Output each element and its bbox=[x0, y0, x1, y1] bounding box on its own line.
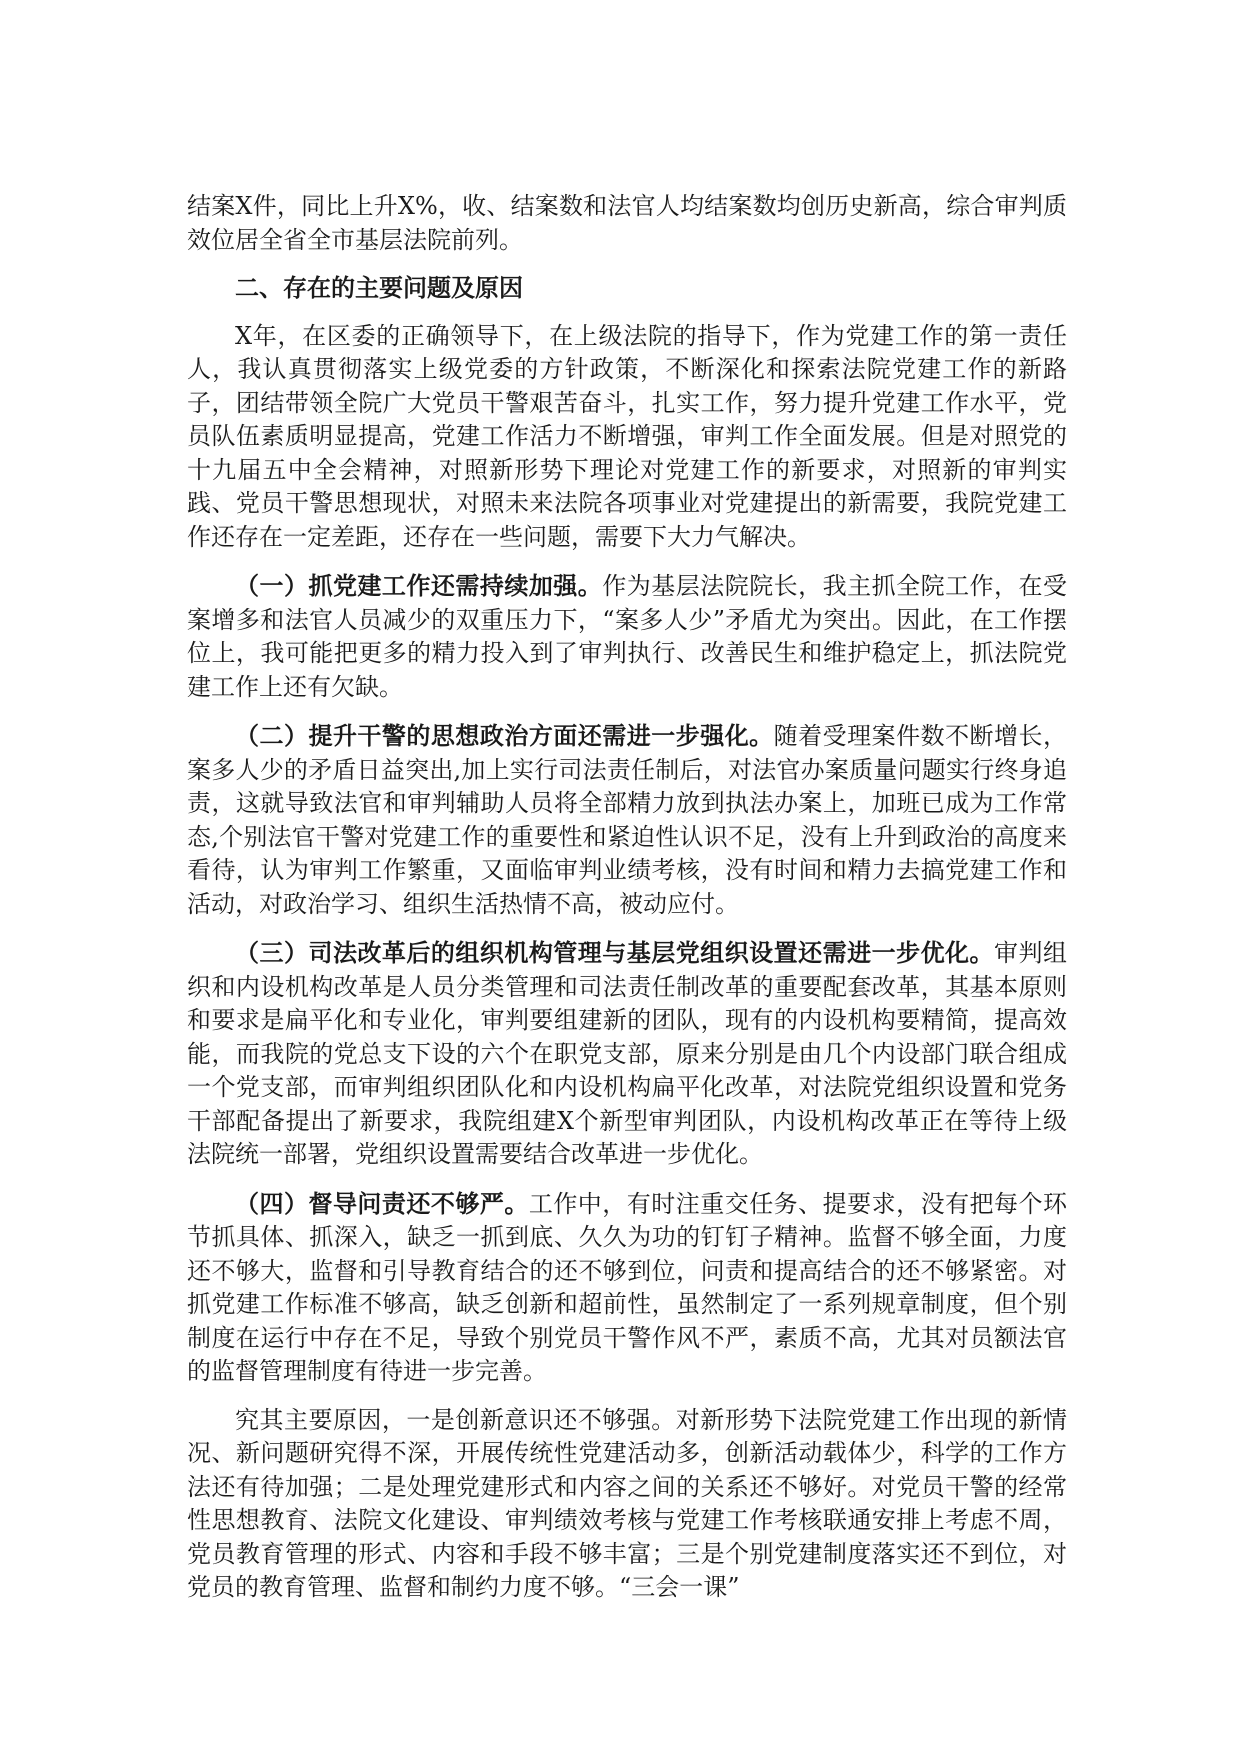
intro-paragraph: X年，在区委的正确领导下，在上级法院的指导下，作为党建工作的第一责任人，我认真贯彻落实上级党委的方针政策，不断深化和探索法院党建工作的新路子，团结带领全院广大党员干警艰苦奋斗，扎实工作，努力提升党建工作水平，党员队伍素质明显提高，党建工作活力不断增强，审判工作全面发展。但是对照党的十九届五中全会精神，对照新形势下理论对党建工作的新要求，对照新的审判实践、党员干警思想现状，对照未来法院各项事业对党建提出的新需要，我院党建工作还存在一定差距，还存在一些问题，需要下大力气解决。 bbox=[187, 321, 1067, 551]
document-page bbox=[187, 190, 1067, 1605]
problem-body-2: 随着受理案件数不断增长，案多人少的矛盾日益突出,加上实行司法责任制后，对法官办案质量问题实行终身追责，这就导致法官和审判辅助人员将全部精力放到执法办案上，加班已成为工作常态,个别法官干警对党建工作的重要性和紧迫性认识不足，没有上升到政治的高度来看待，认为审判工作繁重，又面临审判业绩考核，没有时间和精力去搞党建工作和活动，对政治学习、组织生活热情不高，被动应付。 bbox=[187, 722, 1068, 918]
problem-heading-3: （三）司法改革后的组织机构管理与基层党组织设置还需进一步优化。 bbox=[235, 938, 995, 967]
problem-heading-4: （四）督导问责还不够严。 bbox=[235, 1188, 529, 1218]
opening-paragraph: 结案X件，同比上升X%，收、结案数和法官人均结案数均创历史新高，综合审判质效位居全省全市基层法院前列。 bbox=[187, 192, 1067, 254]
section-heading: 二、存在的主要问题及原因 bbox=[235, 273, 523, 302]
problem-paragraph-1 bbox=[187, 569, 1067, 704]
causes-paragraph: 究其主要原因，一是创新意识还不够强。对新形势下法院党建工作出现的新情况、新问题研究得不深，开展传统性党建活动多，创新活动载体少，科学的工作方法还有待加强；二是处理党建形式和内容之间的关系还不够好。对党员干警的经常性思想教育、法院文化建设、审判绩效考核与党建工作考核联通安排上考虑不周，党员教育管理的形式、内容和手段不够丰富；三是个别党建制度落实还不到位，对党员的教育管理、监督和制约力度不够。“三会一课” bbox=[187, 1405, 1067, 1601]
problem-paragraph-2 bbox=[187, 719, 1067, 921]
problem-heading-2: （二）提升干警的思想政治方面还需进一步强化。 bbox=[235, 721, 774, 750]
problem-body-3: 审判组织和内设机构改革是人员分类管理和司法责任制改革的重要配套改革，其基本原则和要求是扁平化和专业化，审判要组建新的团队，现有的内设机构要精简，提高效能，而我院的党总支下设的六个在职党支部，原来分别是由几个内设部门联合组成一个党支部，而审判组织团队化和内设机构扁平化改革，对法院党组织设置和党务干部配备提出了新要求，我院组建X个新型审判团队，内设机构改革正在等待上级法院统一部署，党组织设置需要结合改革进一步优化。 bbox=[187, 939, 1068, 1168]
problem-heading-1: （一）抓党建工作还需持续加强。 bbox=[235, 571, 603, 600]
problem-body-4: 工作中，有时注重交任务、提要求，没有把每个环节抓具体、抓深入，缺乏一抓到底、久久为功的钉钉子精神。监督不够全面，力度还不够大，监督和引导教育结合的还不够到位，问责和提高结合的还不够紧密。对抓党建工作标准不够高，缺乏创新和超前性，虽然制定了一系列规章制度，但个别制度在运行中存在不足，导致个别党员干警作风不严，素质不高，尤其对员额法官的监督管理制度有待进一步完善。 bbox=[187, 1189, 1068, 1385]
problem-body-1: 作为基层法院院长，我主抓全院工作，在受案增多和法官人员减少的双重压力下，“案多人少”矛盾尤为突出。因此，在工作摆位上，我可能把更多的精力投入到了审判执行、改善民生和维护稳定上，抓法院党建工作上还有欠缺。 bbox=[187, 572, 1068, 701]
problem-paragraph-4 bbox=[187, 1187, 1067, 1389]
problem-paragraph-3 bbox=[187, 936, 1067, 1172]
